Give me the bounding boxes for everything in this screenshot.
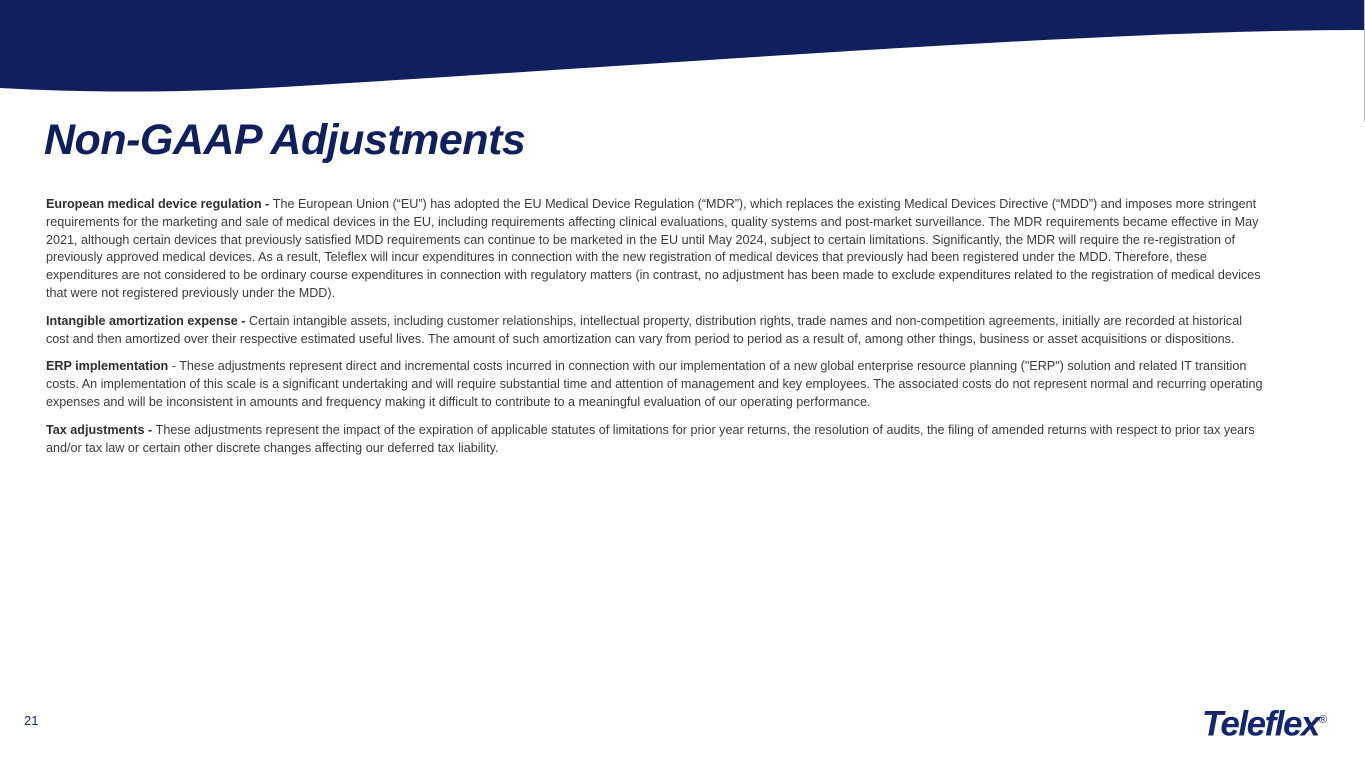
paragraph-text: The European Union (“EU”) has adopted the EU Medical Device Regulation (“MDR”), which replaces the existing Medical Devices Directive (“MDD”) and imposes more stringent requirements for the marketing and sale of medical devices in the EU, including requirements affecting clinical evaluations, quality systems and post-market surveillance. The MDR requirements became effective in May 2021, although certain devices that previously satisfied MDD requirements can continue to be marketed in the EU until May 2024, subject to certain limitations. Significantly, the MDR will require the re-registration of previously approved medical devices. As a result, Teleflex will incur expenditures in connection with the new registration of medical devices that previously had been registered under the MDD. Therefore, these expenditures are not considered to be ordinary course expenditures in connection with regulatory matters (in contrast, no adjustment has been made to exclude expenditures related to the registration of medical devices that were not registered previously under the MDD). [46,197,1261,300]
paragraph-erp-implementation [46,358,1266,411]
paragraph-lead: European medical device regulation - [46,197,273,211]
header-decorative-band [0,0,1365,100]
registered-mark-icon: ® [1318,714,1327,727]
paragraph-text: These adjustments represent the impact of the expiration of applicable statutes of limitations for prior year returns, the resolution of audits, the filing of amended returns with respect to prior tax years and/or tax law or certain other discrete changes affecting our deferred tax liability. [46,422,1255,455]
body-content [46,196,1266,457]
page-number: 21 [24,713,39,728]
page-title: Non-GAAP Adjustments [44,116,526,164]
paragraph-lead: Tax adjustments - [46,422,156,437]
paragraph-intangible-amortization-expense [46,313,1266,349]
paragraph-text: - These adjustments represent direct and incremental costs incurred in connection with our implementation of a new global enterprise resource planning ("ERP") solution and related IT transition costs. An implementation of this scale is a significant undertaking and will require substantial time and attention of management and key employees. The associated costs do not represent normal and recurring operating expenses and will be inconsistent in amounts and frequency making it difficult to contribute to a meaningful evaluation of our operating performance. [46,359,1263,409]
teleflex-logo [1202,706,1327,742]
logo-wordmark: Teleflex [1201,705,1319,744]
paragraph-lead: Intangible amortization expense - [46,313,249,328]
paragraph-lead: ERP implementation [46,359,172,374]
paragraph-tax-adjustments [46,422,1266,458]
paragraph-text: Certain intangible assets, including customer relationships, intellectual property, distribution rights, trade names and non-competition agreements, initially are recorded at historical cost and then amortized over their respective estimated useful lives. The amount of such amortization can vary from period to period as a result of, among other things, business or asset acquisitions or dispositions. [46,313,1243,346]
paragraph-european-medical-device-regulation [46,196,1266,303]
